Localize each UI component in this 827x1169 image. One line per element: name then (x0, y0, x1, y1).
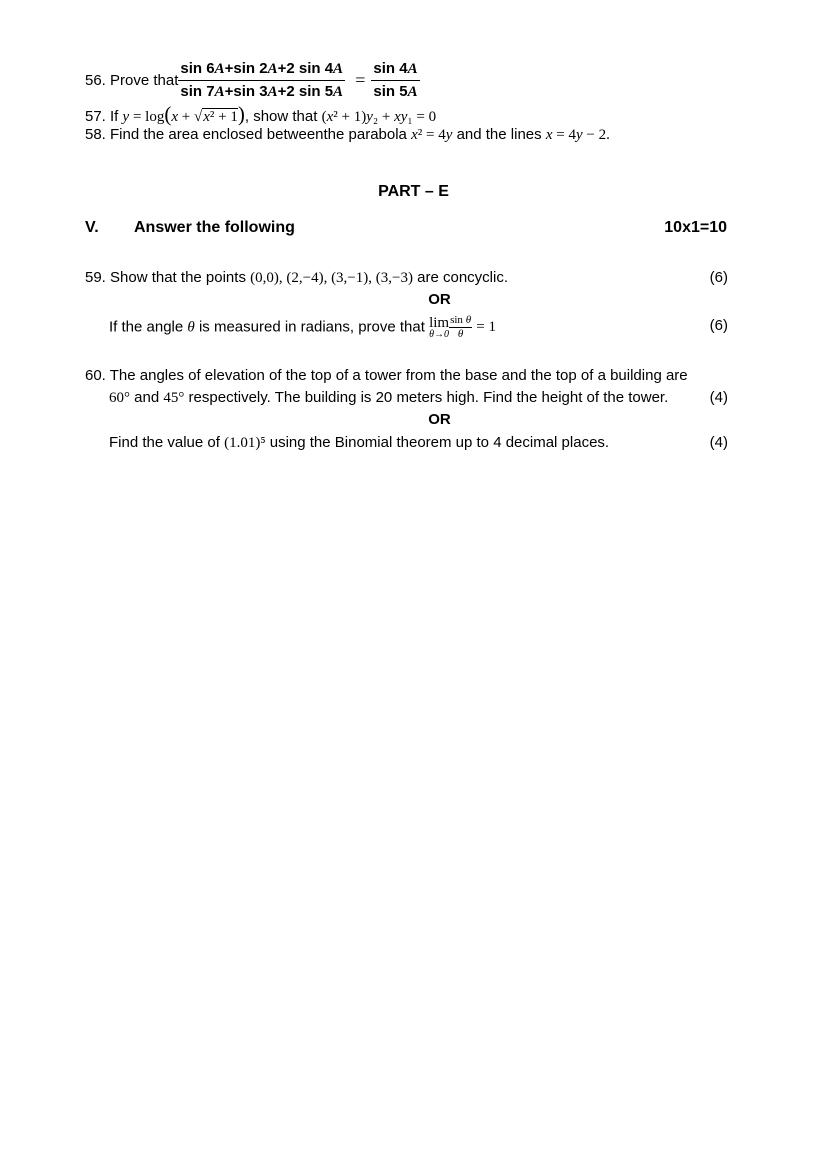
q58-expr-parabola: x² = 4y (411, 127, 453, 143)
q60-angle-1: 60° (109, 390, 130, 406)
question-56: 56. Prove that $\frac{\sin 6A+\sin 2A+2 \sin 4A}{\sin 7A+\sin 3A+2 \sin 5A}$ = $\frac{\sin 4A}{\sin 5A}$ (85, 58, 420, 103)
q57-label: 57. If (85, 108, 119, 125)
section-marks: 10x1=10 (664, 219, 727, 236)
q57-mid-text: , show that (244, 108, 318, 125)
q59-points: (0,0), (2,−4), (3,−1), (3,−3) (250, 270, 413, 286)
q60-angle-2: 45° (163, 390, 185, 406)
question-59-alternative (109, 314, 496, 341)
q60-marks: (4) (709, 389, 728, 406)
q60-alt-text-a: Find the value of (109, 434, 220, 451)
question-60-line-1: 60. The angles of elevation of the top of a tower from the base and the top of a building are (85, 367, 688, 384)
question-60-line-2 (109, 389, 668, 407)
section-title: Answer the following (134, 219, 295, 236)
q56-lhs-numerator: sin 6A+sin 2A+2 sin 4A (178, 58, 345, 81)
q60-alt-expr: (1.01)⁵ (224, 435, 266, 451)
q59-theta: θ (187, 319, 195, 336)
q59-equals: = 1 (476, 319, 496, 335)
q60-text-rest: respectively. The building is 20 meters high. Find the height of the tower. (188, 389, 669, 406)
q59-alt-text-a: If the angle (109, 318, 184, 336)
question-59 (85, 269, 508, 287)
q58-expr-line: x = 4y − 2. (545, 127, 610, 143)
q59-text-a: 59. Show that the points (85, 269, 246, 286)
q59-alt-text-b: is measured in radians, prove that (198, 318, 425, 336)
q58-text-b: and the lines (456, 126, 542, 143)
q58-text-a: 58. Find the area enclosed betweenthe parabola (85, 126, 407, 143)
part-heading: PART – E (378, 183, 449, 200)
q57-expression-left: y = log(x + √x² + 1) (122, 102, 245, 126)
question-57 (85, 102, 436, 127)
q56-rhs-denominator: sin 5A (373, 83, 418, 100)
q56-rhs-fraction (371, 58, 419, 103)
question-60-alternative (109, 434, 609, 452)
q56-rhs-numerator: sin 4A (371, 58, 419, 81)
q59-or: OR (428, 291, 451, 308)
q56-label: 56. Prove that (85, 72, 179, 89)
q59-text-b: are concyclic. (417, 269, 509, 286)
q59-limit: lim θ→0 (429, 314, 450, 340)
question-58 (85, 126, 610, 144)
q59-marks: (6) (709, 269, 728, 286)
q60-or: OR (428, 411, 451, 428)
q60-alt-text-b: using the Binomial theorem up to 4 decimal places. (269, 434, 610, 451)
section-numeral: V. (85, 219, 99, 236)
q59-alt-marks: (6) (709, 317, 728, 334)
q56-lhs-fraction (178, 58, 345, 103)
q60-alt-marks: (4) (709, 434, 728, 451)
q60-text-and: and (134, 389, 160, 406)
q59-limit-fraction: $\frac{\text{sin θ}}{\theta}$ (450, 314, 472, 340)
q57-expression-right: (x² + 1)y₂ + xy₁ = 0 (321, 109, 437, 125)
q56-lhs-denominator: sin 7A+sin 3A+2 sin 5A (180, 83, 344, 100)
